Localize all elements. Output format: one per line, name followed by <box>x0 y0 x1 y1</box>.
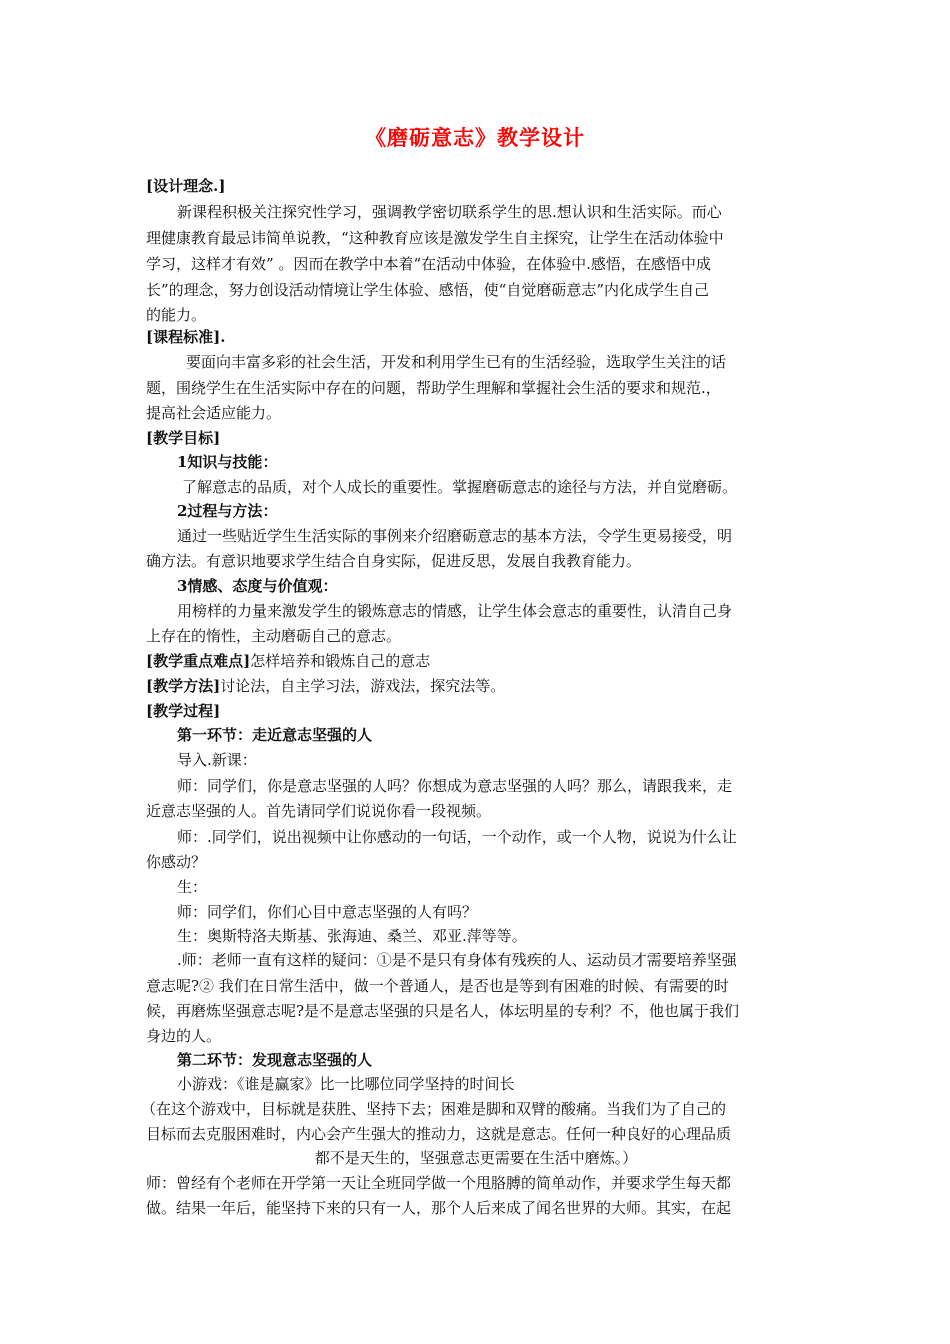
paragraph-line: 身边的人。 <box>146 1027 222 1045</box>
paragraph-line: 用榜样的力量来激发学生的锻炼意志的情感，让学生体会意志的重要性，认清自己身 <box>177 602 733 620</box>
subheading-process: 2过程与方法： <box>177 502 278 520</box>
section-one-heading: 第一环节：走近意志坚强的人 <box>177 726 373 744</box>
paragraph-line: 导入.新课： <box>177 751 257 769</box>
paragraph-line: 都不是天生的，坚强意志更需要在生活中磨炼。） <box>314 1149 638 1167</box>
paragraph-line: 师：同学们，你们心目中意志坚强的人有吗？ <box>177 903 478 921</box>
heading-design-concept: [设计理念.] <box>146 177 226 195</box>
paragraph-line: 师：.同学们，说出视频中让你感动的一句话，一个动作，或一个人物，说说为什么让 <box>177 828 737 846</box>
paragraph-line: 新课程积极关注探究性学习，强调教学密切联系学生的思.想认识和生活实际。而心 <box>177 203 722 221</box>
heading-curriculum-standard: [课程标准]. <box>146 328 226 346</box>
methods-text: 讨论法，自主学习法，游戏法，探究法等。 <box>220 677 506 695</box>
key-points-row <box>146 651 430 671</box>
paragraph-line: 上存在的惰性，主动磨砺自己的意志。 <box>146 627 402 645</box>
paragraph-line: 提高社会适应能力。 <box>146 404 282 422</box>
paragraph-line: 生： <box>177 878 208 896</box>
paragraph-line: 确方法。有意识地要求学生结合自身实际，促进反思，发展自我教育能力。 <box>146 552 642 570</box>
paragraph-line: 师：曾经有个老师在开学第一天让全班同学做一个甩胳膊的简单动作，并要求学生每天都 <box>146 1174 732 1192</box>
paragraph-line: 意志呢?② 我们在日常生活中，做一个普通人，是否也是等到有困难的时候、有需要的时 <box>146 977 729 995</box>
subheading-knowledge: 1知识与技能： <box>177 453 278 471</box>
paragraph-line: 师：同学们，你是意志坚强的人吗？你想成为意志坚强的人吗？那么，请跟我来，走 <box>177 777 733 795</box>
paragraph-line: 候，再磨炼坚强意志呢?是不是意志坚强的只是名人，体坛明星的专利？不，他也属于我们 <box>146 1002 740 1020</box>
paragraph-line: .师：老师一直有这样的疑问：①是不是只有身体有残疾的人、运动员才需要培养坚强 <box>177 951 737 969</box>
heading-teaching-process: [教学过程] <box>146 702 221 720</box>
paragraph-line: 生：奥斯特洛夫斯基、张海迪、桑兰、邓亚.萍等等。 <box>177 927 527 945</box>
paragraph-line: 理健康教育最忌讳简单说教，“这种教育应该是激发学生自主探究，让学生在活动体验中 <box>146 229 724 247</box>
heading-methods: [教学方法] <box>146 677 221 695</box>
document-title: 《磨砺意志》教学设计 <box>365 125 585 150</box>
paragraph-line: 要面向丰富多彩的社会生活，开发和利用学生已有的生活经验，选取学生关注的话 <box>186 353 727 371</box>
paragraph-line: 小游戏：《谁是赢家》比一比哪位同学坚持的时间长 <box>177 1075 515 1093</box>
paragraph-line: 你感动？ <box>146 853 207 871</box>
section-two-heading: 第二环节：发现意志坚强的人 <box>177 1051 373 1069</box>
paragraph-line: 通过一些贴近学生生活实际的事例来介绍磨砺意志的基本方法，令学生更易接受，明 <box>177 527 733 545</box>
paragraph-line: 长”的理念，努力创设活动情境让学生体验、感悟，使“自觉磨砺意志”内化成学生自己 <box>146 281 710 299</box>
methods-row <box>146 676 505 696</box>
heading-key-points: [教学重点难点] <box>146 652 251 670</box>
paragraph-line: 学习，这样才有效” 。因而在教学中本着“在活动中体验，在体验中.感悟，在感悟中成 <box>146 255 711 273</box>
paragraph-line: 目标而去克服困难时，内心会产生强大的推动力，这就是意志。任何一种良好的心理品质 <box>146 1125 732 1143</box>
paragraph-line: 近意志坚强的人。首先请同学们说说你看一段视频。 <box>146 802 492 820</box>
paragraph-line: （在这个游戏中，目标就是获胜、坚持下去；困难是脚和双臂的酸痛。当我们为了自己的 <box>141 1100 727 1118</box>
subheading-emotion: 3情感、态度与价值观： <box>177 577 338 595</box>
heading-teaching-goals: [教学目标] <box>146 429 221 447</box>
paragraph-line: 做。结果一年后，能坚持下来的只有一人，那个人后来成了闻名世界的大师。其实，在起 <box>146 1199 732 1217</box>
paragraph-line: 题，围绕学生在生活实际中存在的问题，帮助学生理解和掌握社会生活的要求和规范.， <box>146 379 721 397</box>
paragraph-line: 的能力。 <box>146 306 207 324</box>
paragraph-line: 了解意志的品质，对个人成长的重要性。掌握磨砺意志的途径与方法，并自觉磨砺。 <box>182 478 738 496</box>
key-points-text: 怎样培养和锻炼自己的意志 <box>250 652 431 670</box>
